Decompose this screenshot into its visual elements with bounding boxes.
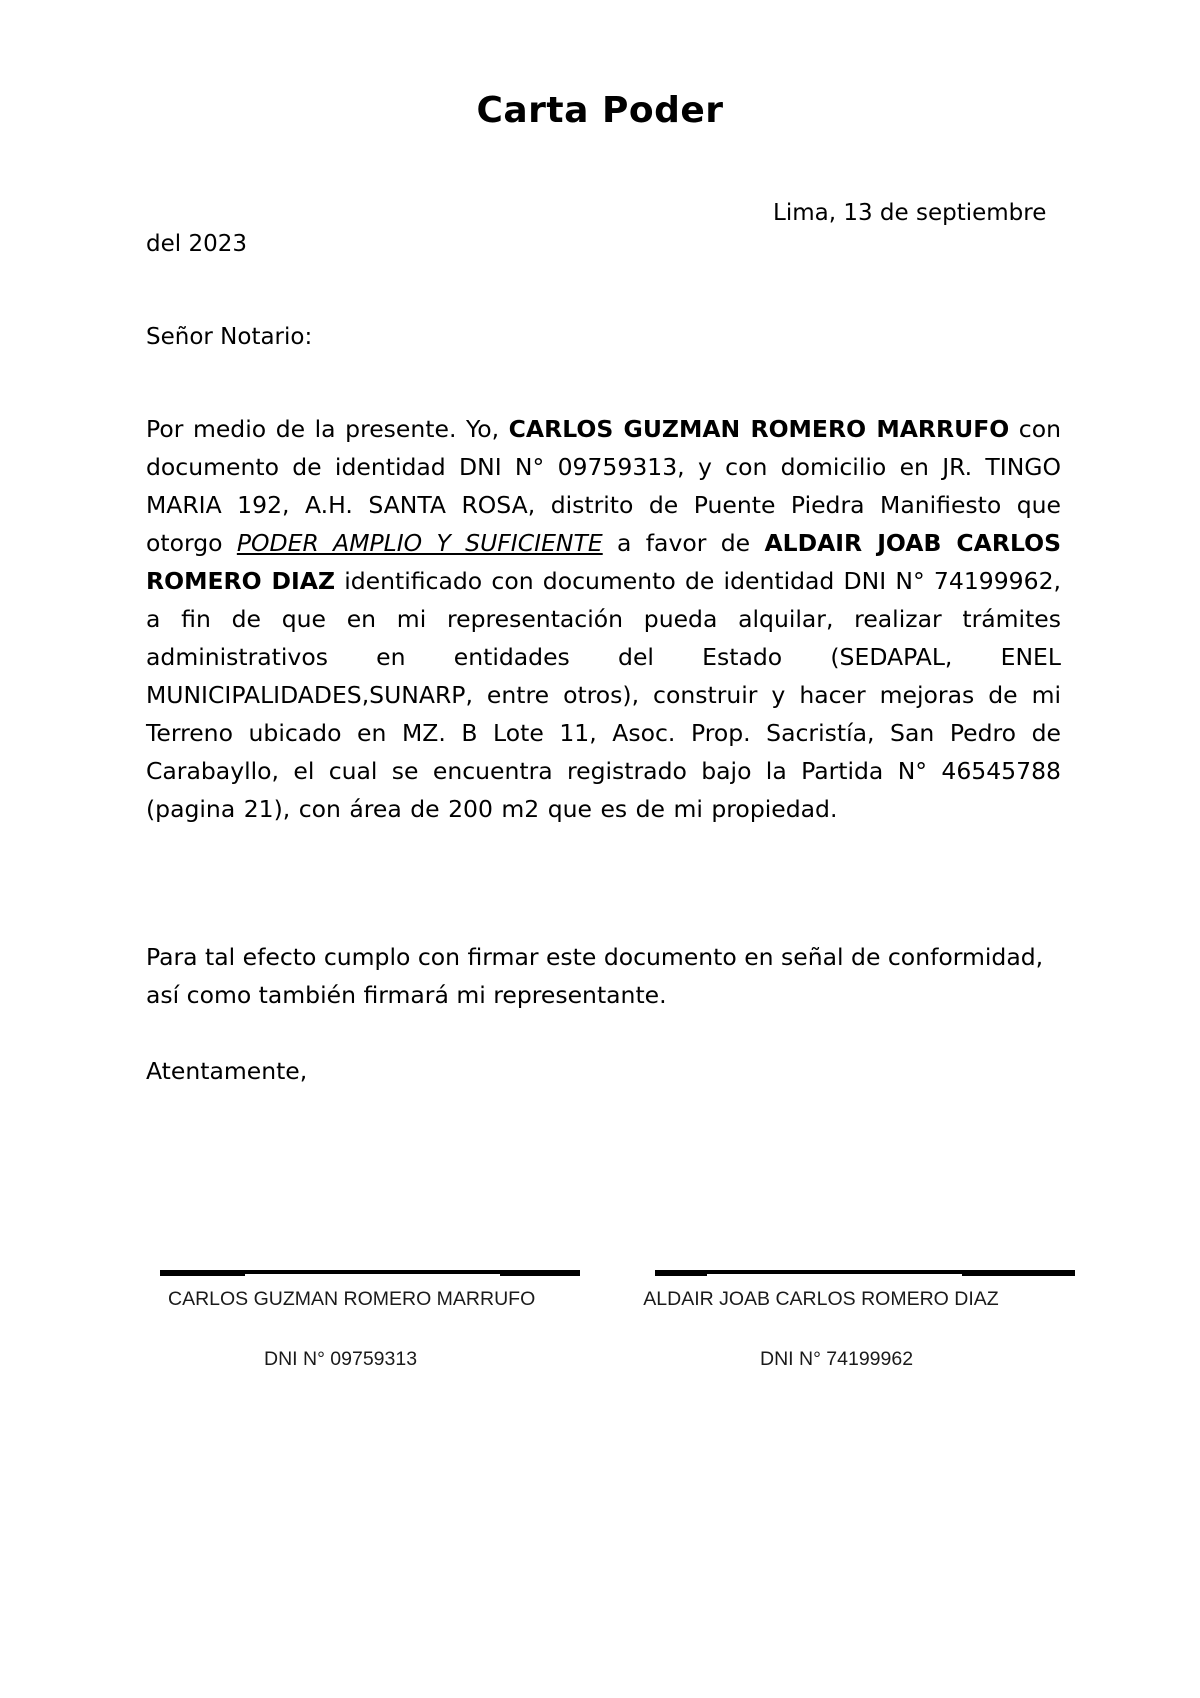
closing-paragraph: Para tal efecto cumplo con firmar este documento en señal de conformidad, así como también firmará mi representante. (146, 943, 1044, 1009)
grantee-name-bold: ALDAIR JOAB CARLOS ROMERO DIAZ (146, 529, 1061, 595)
signature-name-grantor: CARLOS GUZMAN ROMERO MARRUFO (168, 1288, 536, 1310)
signature-name-grantee: ALDAIR JOAB CARLOS ROMERO DIAZ (643, 1288, 999, 1310)
power-type-emphasis: PODER AMPLIO Y SUFICIENTE (236, 529, 603, 557)
grantor-name-bold: CARLOS GUZMAN ROMERO MARRUFO (508, 415, 1010, 443)
greeting: Señor Notario: (146, 324, 313, 350)
signature-dni-grantee: DNI N° 74199962 (760, 1348, 914, 1370)
signature-line-grantee (655, 1270, 1075, 1276)
closing-salutation: Atentamente, (146, 1057, 308, 1085)
body-text-part-2: con documento de identidad DNI N° 09759313, y con domicilio en JR. TINGO MARIA 192, A.H. SANTA ROSA, distrito de Puente Piedra Manifiesto que otorgo (146, 415, 1061, 557)
signature-line-grantor (160, 1270, 580, 1276)
body-paragraph (146, 410, 1061, 828)
body-text-part-4: identificado con documento de identidad DNI N° 74199962, a fin de que en mi representación pueda alquilar, realizar trámites administrativos en entidades del Estado (SEDAPAL, ENEL MUNICIPALIDADES,SUNARP, entre otros), construir y hacer mejoras de mi Terreno ubicado en MZ. B Lote 11, Asoc. Prop. Sacristía, San Pedro de Carabayllo, el cual se encuentra registrado bajo la Partida N° 46545788 (pagina 21), con área de 200 m2 que es de mi propiedad. (146, 567, 1061, 823)
body-text-part-1: Por medio de la presente. Yo, (146, 415, 509, 443)
document-title: Carta Poder (476, 90, 724, 131)
body-text-part-3: a favor de (602, 529, 765, 557)
signature-names (146, 1284, 1066, 1314)
date-line: Lima, 13 de septiembre del 2023 (146, 200, 1047, 257)
signature-dni-grantor: DNI N° 09759313 (264, 1348, 418, 1370)
